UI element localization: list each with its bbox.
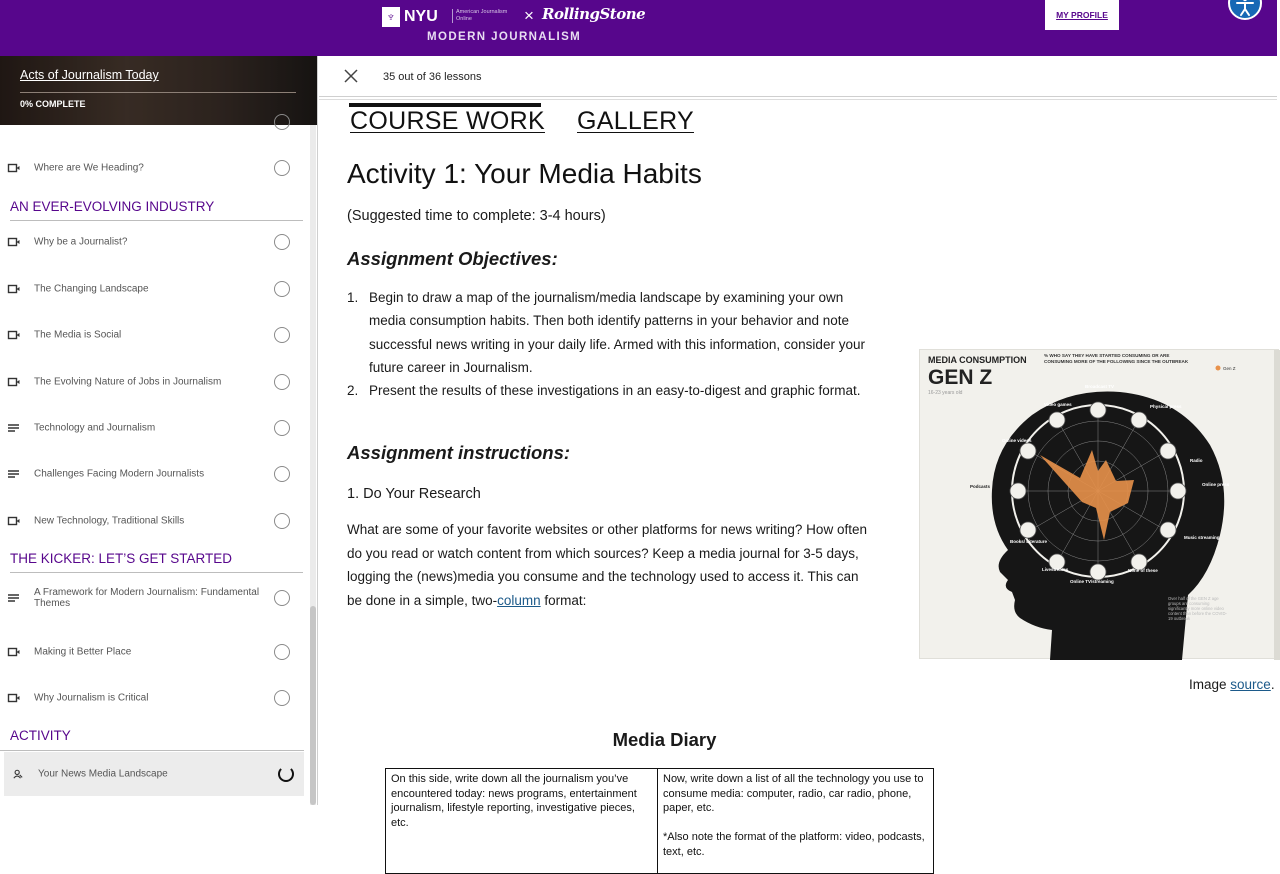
lesson-status-circle bbox=[274, 374, 290, 390]
rolling-stone-logo: RollingStone bbox=[542, 5, 646, 23]
infographic-label: Podcasts bbox=[970, 484, 991, 489]
lesson-status-circle bbox=[274, 690, 290, 706]
caption-text: Image bbox=[1189, 677, 1231, 692]
lesson-item[interactable] bbox=[0, 360, 304, 404]
lesson-status-circle bbox=[274, 644, 290, 660]
lesson-status-circle bbox=[274, 114, 290, 130]
nyu-torch-icon: ♆ bbox=[382, 7, 400, 27]
objective-item bbox=[347, 379, 877, 402]
section-heading: ACTIVITY bbox=[10, 728, 71, 743]
lesson-item[interactable] bbox=[0, 499, 304, 543]
nyu-logo bbox=[382, 6, 448, 28]
diary-right-cell bbox=[658, 769, 933, 873]
infographic-subtitle: 16-23 years old bbox=[928, 390, 963, 396]
video-icon bbox=[8, 237, 20, 247]
tab-gallery[interactable]: GALLERY bbox=[577, 107, 694, 135]
lesson-status-circle bbox=[274, 420, 290, 436]
my-profile-link[interactable]: MY PROFILE bbox=[1045, 0, 1119, 30]
gen-z-media-infographic bbox=[919, 349, 1279, 659]
objective-number: 2. bbox=[347, 383, 359, 399]
activity-icon bbox=[12, 769, 24, 779]
lesson-label: Challenges Facing Modern Journalists bbox=[34, 468, 205, 480]
infographic-title-small: MEDIA CONSUMPTION bbox=[928, 355, 1027, 365]
video-icon bbox=[8, 647, 20, 657]
infographic-label: Books/ Literature bbox=[1010, 539, 1048, 544]
objective-item bbox=[347, 286, 877, 379]
image-source-link[interactable]: source bbox=[1230, 677, 1271, 692]
lesson-label: Making it Better Place bbox=[34, 646, 132, 658]
lesson-status-circle bbox=[274, 513, 290, 529]
objective-number: 1. bbox=[347, 290, 359, 305]
infographic-label: Music streaming bbox=[1184, 535, 1220, 540]
lesson-item[interactable] bbox=[0, 406, 304, 450]
objective-text: Begin to draw a map of the journalism/media landscape by examining your own media consumption habits. Then both identify patterns in your behavior and note successful news writing in your daily life. Armed with this information, consider your future career in Journalism. bbox=[369, 290, 865, 375]
infographic-label: Radio bbox=[1190, 458, 1203, 463]
infographic-legend-note: % WHO SAY THEY HAVE STARTED CONSUMING OR ARE CONSUMING MORE OF THE FOLLOWING SINCE THE OUTBREAK bbox=[1044, 353, 1189, 364]
infographic-label: Livestreams bbox=[1042, 567, 1069, 572]
lesson-label: Why Journalism is Critical bbox=[34, 692, 149, 704]
lesson-label: Where are We Heading? bbox=[34, 162, 144, 174]
infographic-label: Video games bbox=[1044, 402, 1072, 407]
lesson-label: Your News Media Landscape bbox=[38, 768, 168, 780]
infographic-label: Broadcast TV bbox=[1085, 384, 1115, 389]
lesson-item[interactable] bbox=[0, 630, 304, 674]
instructions-heading: Assignment instructions: bbox=[347, 442, 571, 463]
lesson-item[interactable] bbox=[0, 452, 304, 496]
caption-period: . bbox=[1270, 677, 1275, 692]
lesson-status-circle bbox=[274, 327, 290, 343]
section-heading: AN EVER-EVOLVING INDUSTRY bbox=[10, 197, 303, 221]
text-icon bbox=[8, 423, 20, 433]
infographic-label: Online videos bbox=[1002, 438, 1032, 443]
diary-right-note: *Also note the format of the platform: video, podcasts, text, etc. bbox=[663, 831, 925, 858]
lesson-item[interactable] bbox=[0, 676, 304, 720]
lesson-label: The Changing Landscape bbox=[34, 283, 149, 295]
video-icon bbox=[8, 330, 20, 340]
divider bbox=[319, 99, 1277, 100]
lesson-item[interactable] bbox=[0, 146, 304, 190]
infographic-label: Online TV/streaming bbox=[1070, 579, 1114, 584]
infographic-label: None of these bbox=[1128, 568, 1158, 573]
video-icon bbox=[8, 516, 20, 526]
tab-course-work[interactable]: COURSE WORK bbox=[350, 107, 545, 135]
diary-right-text: Now, write down a list of all the technology you use to consume media: computer, radio, car radio, phone, paper, etc. bbox=[663, 773, 924, 815]
top-header bbox=[0, 0, 1277, 56]
text-icon bbox=[8, 469, 20, 479]
course-progress-bar bbox=[20, 92, 296, 93]
infographic-title-big: GEN Z bbox=[928, 366, 993, 389]
lesson-label: The Media is Social bbox=[34, 329, 122, 341]
research-paragraph bbox=[347, 518, 877, 612]
objectives-list bbox=[347, 286, 877, 402]
lesson-status-circle bbox=[274, 281, 290, 297]
objectives-heading: Assignment Objectives: bbox=[347, 248, 558, 269]
suggested-time: (Suggested time to complete: 3-4 hours) bbox=[347, 208, 606, 224]
brand-separator: × bbox=[524, 6, 534, 25]
lesson-bar bbox=[319, 56, 1277, 97]
close-icon[interactable] bbox=[343, 68, 359, 84]
lesson-item[interactable] bbox=[0, 220, 304, 264]
column-link[interactable]: column bbox=[497, 592, 541, 608]
course-banner bbox=[0, 56, 317, 125]
lesson-count: 35 out of 36 lessons bbox=[383, 71, 482, 83]
research-text: What are some of your favorite websites or other platforms for news writing? How often do you read or watch content from which sources? Keep a media journal for 3-5 days, logging the (news)media you consume and the technology used to access it. This can be done in a simple, two- bbox=[347, 522, 867, 608]
lesson-status-circle bbox=[274, 590, 290, 606]
course-sidebar bbox=[0, 56, 318, 805]
lesson-label: A Framework for Modern Journalism: Fundamental Themes bbox=[34, 587, 260, 609]
lesson-status-circle bbox=[274, 160, 290, 176]
lesson-status-circle bbox=[274, 466, 290, 482]
nyu-subtext: American Journalism Online bbox=[452, 9, 518, 23]
section-heading: THE KICKER: LET’S GET STARTED bbox=[10, 549, 303, 573]
media-diary-title: Media Diary bbox=[612, 729, 717, 750]
brand-logo[interactable] bbox=[382, 4, 646, 52]
lesson-status-in-progress bbox=[278, 766, 294, 782]
image-caption bbox=[1189, 677, 1275, 692]
sidebar-scrollbar-thumb[interactable] bbox=[310, 606, 316, 805]
objective-text: Present the results of these investigations in an easy-to-digest and graphic format. bbox=[369, 383, 861, 399]
course-title-link[interactable]: Acts of Journalism Today bbox=[20, 68, 159, 82]
lesson-label: The Evolving Nature of Jobs in Journalism bbox=[34, 376, 222, 388]
accessibility-icon[interactable] bbox=[1228, 0, 1262, 20]
infographic-label: Physical press bbox=[1150, 404, 1182, 409]
research-text-end: format: bbox=[540, 592, 587, 608]
lesson-status-circle bbox=[274, 234, 290, 250]
video-icon bbox=[8, 284, 20, 294]
lesson-label: Technology and Journalism bbox=[34, 422, 156, 434]
video-icon bbox=[8, 693, 20, 703]
lesson-item-active[interactable] bbox=[4, 752, 304, 796]
activity-title: Activity 1: Your Media Habits bbox=[347, 158, 702, 189]
text-icon bbox=[8, 593, 20, 603]
course-progress-text: 0% COMPLETE bbox=[20, 99, 86, 109]
lesson-main bbox=[319, 56, 1277, 858]
lesson-item[interactable] bbox=[0, 574, 304, 622]
video-icon bbox=[8, 377, 20, 387]
lesson-item[interactable] bbox=[0, 267, 304, 311]
infographic-label: Online press bbox=[1202, 482, 1230, 487]
video-icon bbox=[8, 163, 20, 173]
diary-left-text: On this side, write down all the journalism you’ve encountered today: news programs, entertainment journalism, lifestyle reporting, investigative pieces, etc. bbox=[391, 773, 637, 830]
lesson-label: New Technology, Traditional Skills bbox=[34, 515, 185, 527]
lesson-item[interactable] bbox=[0, 313, 304, 357]
lesson-label: Why be a Journalist? bbox=[34, 236, 128, 248]
nyu-wordmark: NYU bbox=[404, 8, 438, 25]
brand-subtitle: MODERN JOURNALISM bbox=[427, 31, 582, 43]
diary-left-cell bbox=[386, 769, 658, 873]
infographic-legend-label: Gen Z bbox=[1223, 366, 1236, 371]
infographic-footnote: Over half of the GEN Z age groups are consuming significantly more online video content than before the COVID-19 outbreak bbox=[1168, 596, 1227, 621]
media-diary-table bbox=[385, 768, 934, 874]
research-heading: 1. Do Your Research bbox=[347, 486, 481, 502]
